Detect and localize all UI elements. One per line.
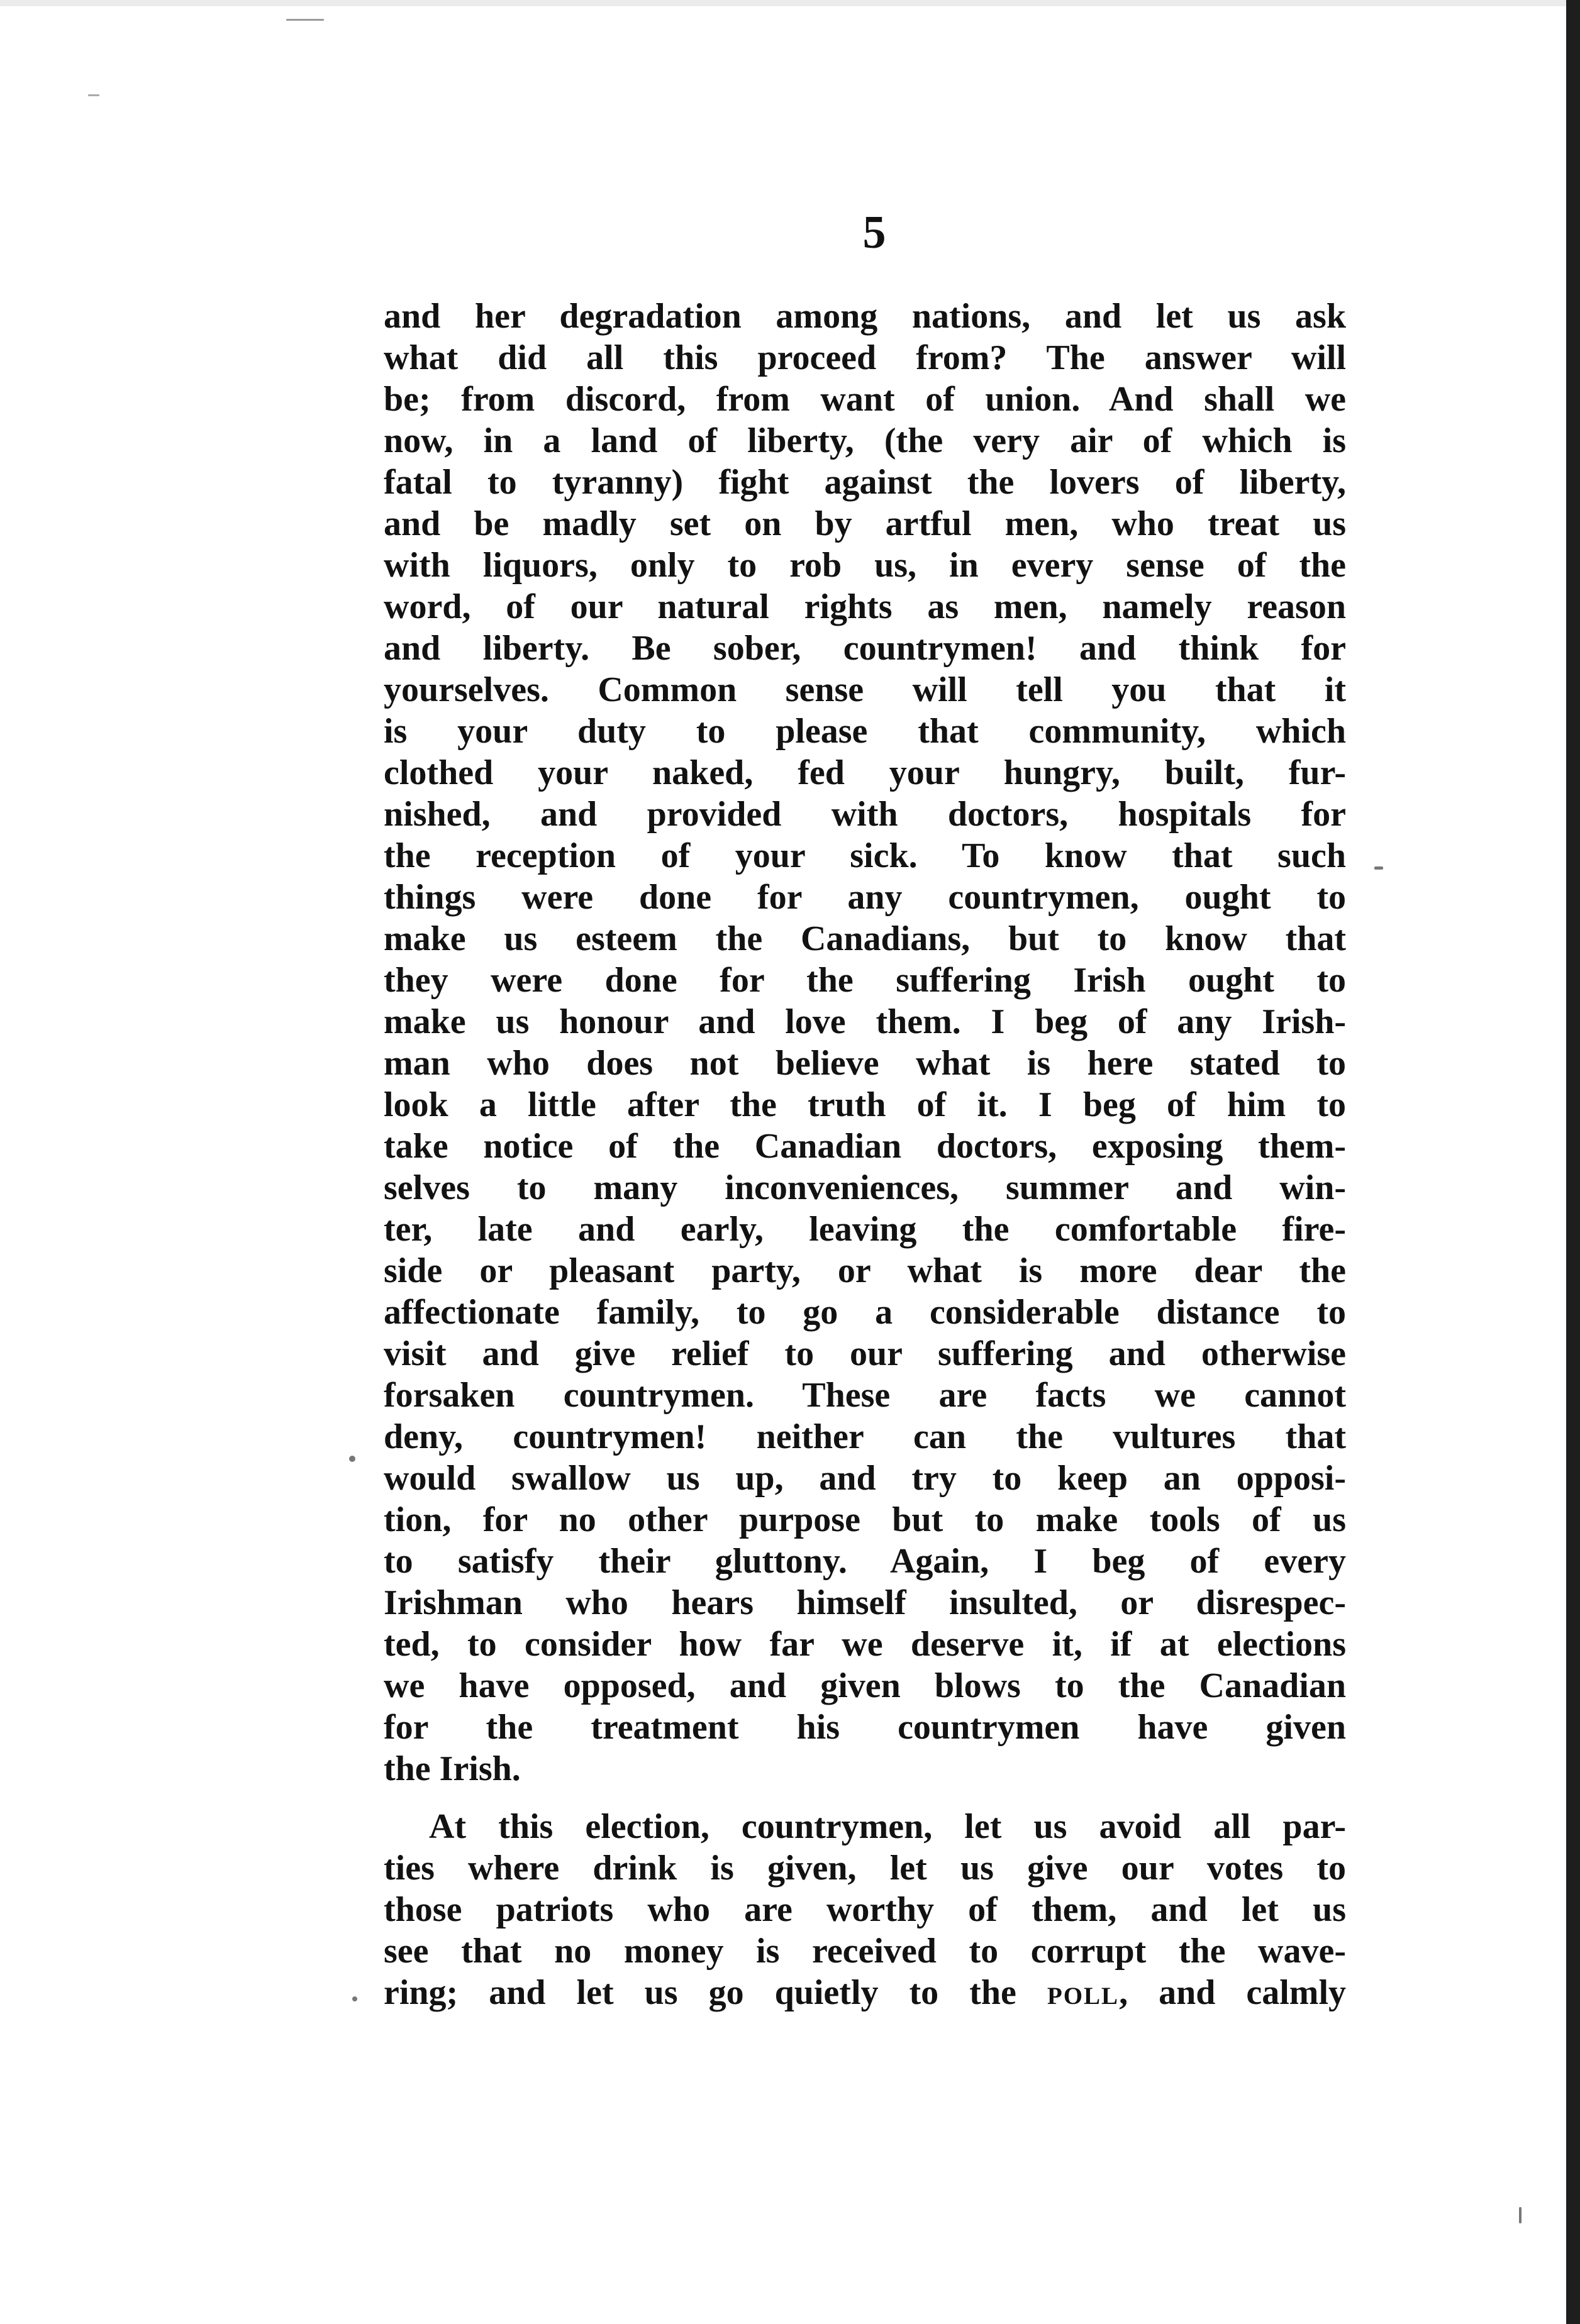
ink-speck <box>1519 2207 1522 2223</box>
text-line: Irishman who hears himself insulted, or disrespec- <box>384 1583 1346 1622</box>
ink-speck <box>286 19 324 21</box>
text-line: would swallow us up, and try to keep an opposi- <box>384 1459 1346 1498</box>
text-line: for the treatment his countrymen have given <box>384 1708 1346 1747</box>
body-text <box>384 296 1346 2013</box>
paragraph-2 <box>384 1806 1346 2013</box>
text-line: affectionate family, to go a considerable distance to <box>384 1293 1346 1332</box>
text-line: we have opposed, and given blows to the Canadian <box>384 1666 1346 1705</box>
paragraph-1 <box>384 296 1346 1790</box>
page-number: 5 <box>862 207 886 258</box>
ink-speck <box>88 94 99 96</box>
text-line: clothed your naked, fed your hungry, built, fur- <box>384 753 1346 792</box>
text-line: what did all this proceed from? The answer will <box>384 338 1346 377</box>
text-line: is your duty to please that community, which <box>384 712 1346 751</box>
text-line-start: ring; and let us go quietly to the <box>384 1973 1016 2012</box>
ink-speck <box>352 1996 357 2001</box>
text-line: see that no money is received to corrupt the wave- <box>384 1932 1346 1971</box>
text-line: and her degradation among nations, and let us ask <box>384 297 1346 336</box>
text-line: nished, and provided with doctors, hospitals for <box>384 795 1346 834</box>
text-line: forsaken countrymen. These are facts we cannot <box>384 1376 1346 1415</box>
text-line: the reception of your sick. To know that such <box>384 836 1346 875</box>
text-line: those patriots who are worthy of them, and let us <box>384 1890 1346 1929</box>
text-line: fatal to tyranny) fight against the lovers of liberty, <box>384 463 1346 502</box>
text-line: ter, late and early, leaving the comfortable fire- <box>384 1210 1346 1249</box>
text-line: be; from discord, from want of union. And shall we <box>384 380 1346 419</box>
text-line: At this election, countrymen, let us avoid all par- <box>429 1807 1346 1846</box>
text-line: word, of our natural rights as men, namely reason <box>384 587 1346 626</box>
paragraph-gap <box>384 1790 1346 1806</box>
text-line: with liquors, only to rob us, in every sense of the <box>384 546 1346 585</box>
page-top-edge <box>0 0 1566 6</box>
text-line: ties where drink is given, let us give our votes to <box>384 1849 1346 1888</box>
text-line: make us honour and love them. I beg of any Irish- <box>384 1002 1346 1041</box>
text-line: yourselves. Common sense will tell you that it <box>384 670 1346 709</box>
text-line: make us esteem the Canadians, but to know that <box>384 919 1346 958</box>
text-line: take notice of the Canadian doctors, exposing them- <box>384 1127 1346 1166</box>
text-line: tion, for no other purpose but to make tools of us <box>384 1500 1346 1539</box>
text-line: and be madly set on by artful men, who treat us <box>384 504 1346 543</box>
text-line <box>384 1972 1346 2013</box>
ink-speck <box>349 1456 355 1462</box>
text-line: ted, to consider how far we deserve it, if at elections <box>384 1625 1346 1664</box>
text-line: visit and give relief to our suffering and otherwise <box>384 1334 1346 1373</box>
text-line: and liberty. Be sober, countrymen! and think for <box>384 629 1346 668</box>
text-line: side or pleasant party, or what is more dear the <box>384 1251 1346 1290</box>
text-line: the Irish. <box>384 1749 521 1788</box>
text-line: they were done for the suffering Irish ought to <box>384 961 1346 1000</box>
text-line: now, in a land of liberty, (the very air of which is <box>384 421 1346 460</box>
text-line-end: , and calmly <box>1119 1973 1347 2012</box>
text-line: deny, countrymen! neither can the vultures that <box>384 1417 1346 1456</box>
text-line: to satisfy their gluttony. Again, I beg of every <box>384 1542 1346 1581</box>
scan-border <box>1566 0 1580 2324</box>
smallcaps-word: poll <box>1047 1973 1120 2012</box>
text-line: man who does not believe what is here stated to <box>384 1044 1346 1083</box>
ink-speck <box>1374 866 1383 870</box>
text-line: selves to many inconveniences, summer and win- <box>384 1168 1346 1207</box>
text-line: look a little after the truth of it. I beg of him to <box>384 1085 1346 1124</box>
text-line: things were done for any countrymen, ought to <box>384 878 1346 917</box>
